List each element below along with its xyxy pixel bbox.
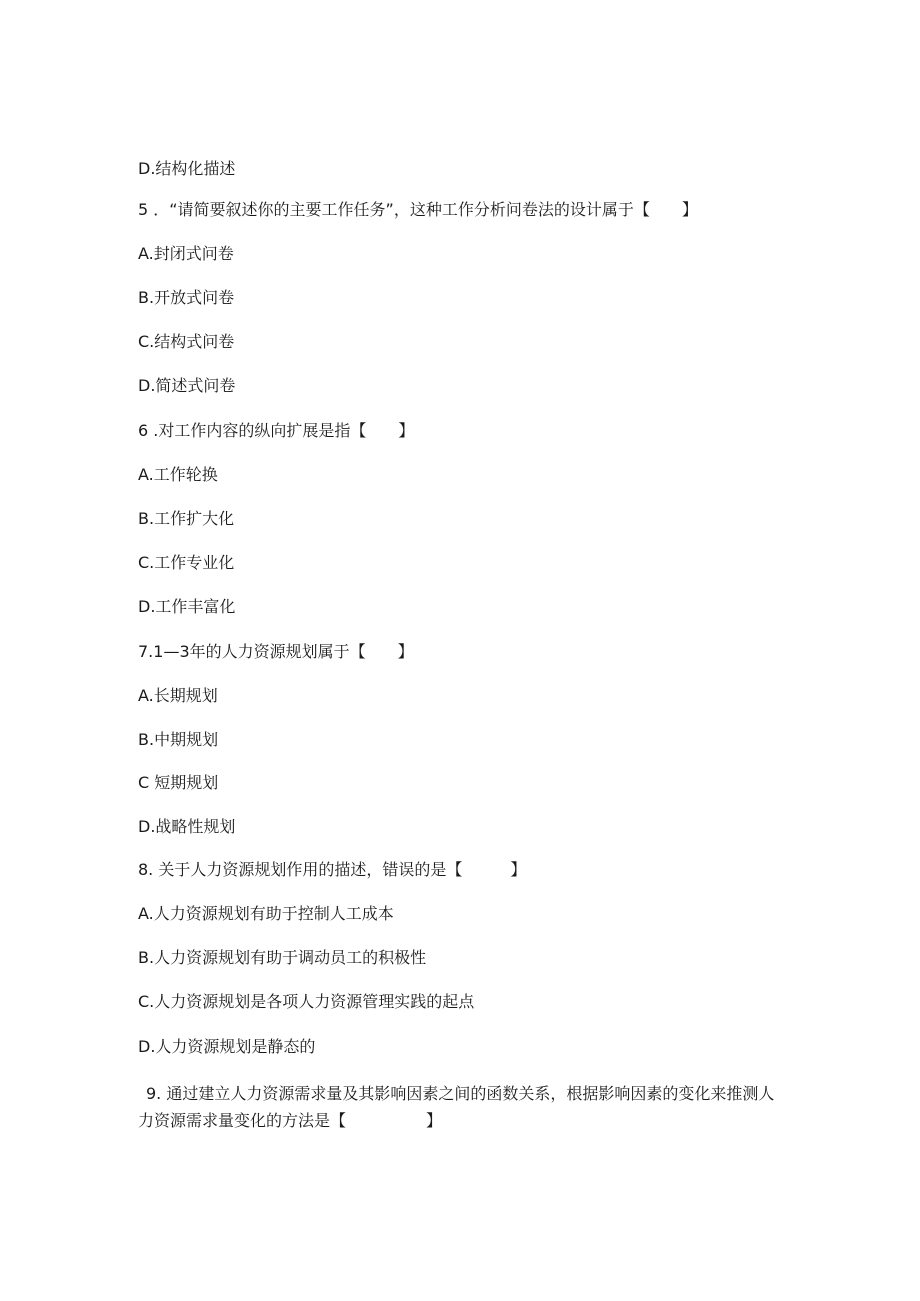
option-5c: C.结构式问卷 — [138, 332, 235, 351]
option-7d: D.战略性规划 — [138, 817, 236, 836]
option-6b: B.工作扩大化 — [138, 509, 235, 528]
question-6: 6 .对工作内容的纵向扩展是指【 】 — [138, 421, 415, 440]
question-9-line-2: 力资源需求量变化的方法是【 】 — [138, 1111, 443, 1130]
question-9 — [138, 1080, 818, 1134]
option-6c: C.工作专业化 — [138, 553, 235, 572]
option-5a: A.封闭式问卷 — [138, 244, 234, 263]
option-8b: B.人力资源规划有助于调动员工的积极性 — [138, 948, 427, 967]
question-9-line-1: 9. 通过建立人力资源需求量及其影响因素之间的函数关系，根据影响因素的变化来推测人 — [146, 1084, 775, 1103]
option-8c: C.人力资源规划是各项人力资源管理实践的起点 — [138, 992, 475, 1011]
option-8a: A.人力资源规划有助于控制人工成本 — [138, 904, 394, 923]
option-8d: D.人力资源规划是静态的 — [138, 1037, 316, 1056]
option-7c: C 短期规划 — [138, 773, 219, 792]
question-5: 5 ．“请简要叙述你的主要工作任务”，这种工作分析问卷法的设计属于【 】 — [138, 200, 698, 219]
option-6a: A.工作轮换 — [138, 465, 218, 484]
option-5b: B.开放式问卷 — [138, 288, 235, 307]
option-6d: D.工作丰富化 — [138, 597, 236, 616]
question-8: 8. 关于人力资源规划作用的描述，错误的是【 】 — [138, 860, 527, 879]
option-7a: A.长期规划 — [138, 686, 218, 705]
option-4d: D.结构化描述 — [138, 159, 236, 178]
question-7: 7.1—3年的人力资源规划属于【 】 — [138, 642, 414, 661]
option-7b: B.中期规划 — [138, 730, 219, 749]
option-5d: D.简述式问卷 — [138, 376, 236, 395]
